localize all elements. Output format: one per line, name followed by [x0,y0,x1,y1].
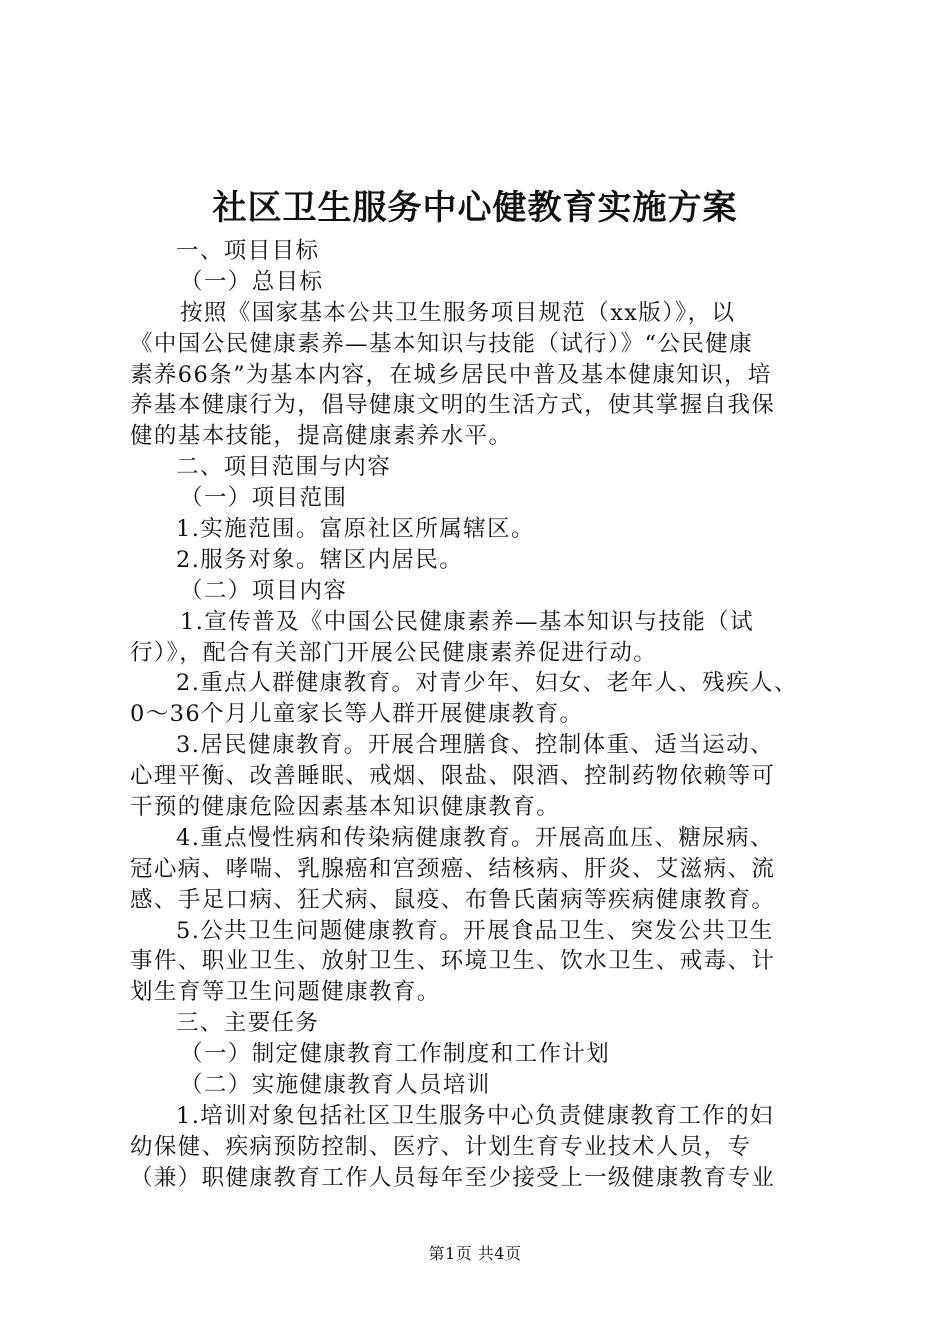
paragraph-line: 1.宣传普及《中国公民健康素养—基本知识与技能（试 [180,608,754,635]
paragraph-line: 2.重点人群健康教育。对青少年、妇女、老年人、残疾人、 [176,670,798,697]
paragraph-line: 《中国公民健康素养—基本知识与技能（试行）》“公民健康 [130,330,754,357]
paragraph-line: 按照《国家基本公共卫生服务项目规范（xx版）》，以 [180,299,736,326]
paragraph-line: 1.实施范围。富原社区所属辖区。 [176,516,535,543]
page-footer: 第1页 共4页 [428,1244,522,1263]
paragraph-line: 4.重点慢性病和传染病健康教育。开展高血压、糖尿病、 [176,824,774,851]
paragraph-line: 2.服务对象。辖区内居民。 [176,546,464,573]
paragraph-line: 划生育等卫生问题健康教育。 [130,979,441,1006]
paragraph-line: （兼）职健康教育工作人员每年至少接受上一级健康教育专业 [130,1164,776,1191]
paragraph-line: 干预的健康危险因素基本知识健康教育。 [130,794,561,821]
paragraph-line: 心理平衡、改善睡眠、戒烟、限盐、限酒、控制药物依赖等可 [130,763,776,790]
section-heading: 一、项目目标 [176,238,320,264]
paragraph-line: 健的基本技能，提高健康素养水平。 [130,423,513,450]
section-heading: 三、主要任务 [176,1010,320,1037]
subsection-heading: （二）项目内容 [180,577,348,604]
paragraph-line: 行）》，配合有关部门开展公民健康素养促进行动。 [130,639,658,666]
paragraph-line: 养基本健康行为，倡导健康文明的生活方式，使其掌握自我保 [130,392,776,419]
paragraph-line: 幼保健、疾病预防控制、医疗、计划生育专业技术人员，专 [130,1133,752,1160]
paragraph-line: 5.公共卫生问题健康教育。开展食品卫生、突发公共卫生 [176,917,774,944]
subsection-heading: （一）项目范围 [180,485,348,512]
document-title: 社区卫生服务中心健教育实施方案 [212,188,738,228]
paragraph-line: 冠心病、哮喘、乳腺癌和宫颈癌、结核病、肝炎、艾滋病、流 [130,855,776,882]
paragraph-line: 0～36个月儿童家长等人群开展健康教育。 [130,701,584,728]
subsection-heading: （二）实施健康教育人员培训 [180,1072,491,1099]
paragraph-line: 3.居民健康教育。开展合理膳食、控制体重、适当运动、 [176,732,774,759]
paragraph-line: 事件、职业卫生、放射卫生、环境卫生、饮水卫生、戒毒、计 [130,948,776,975]
document-body [130,236,830,1194]
subsection-heading: （一）制定健康教育工作制度和工作计划 [180,1041,611,1068]
subsection-heading: （一）总目标 [180,268,324,295]
paragraph-line: 1.培训对象包括社区卫生服务中心负责健康教育工作的妇 [176,1102,774,1129]
paragraph-line: 感、手足口病、狂犬病、鼠疫、布鲁氏菌病等疾病健康教育。 [130,886,776,913]
paragraph-line: 素养66条”为基本内容，在城乡居民中普及基本健康知识，培 [130,361,772,388]
section-heading: 二、项目范围与内容 [176,454,392,481]
